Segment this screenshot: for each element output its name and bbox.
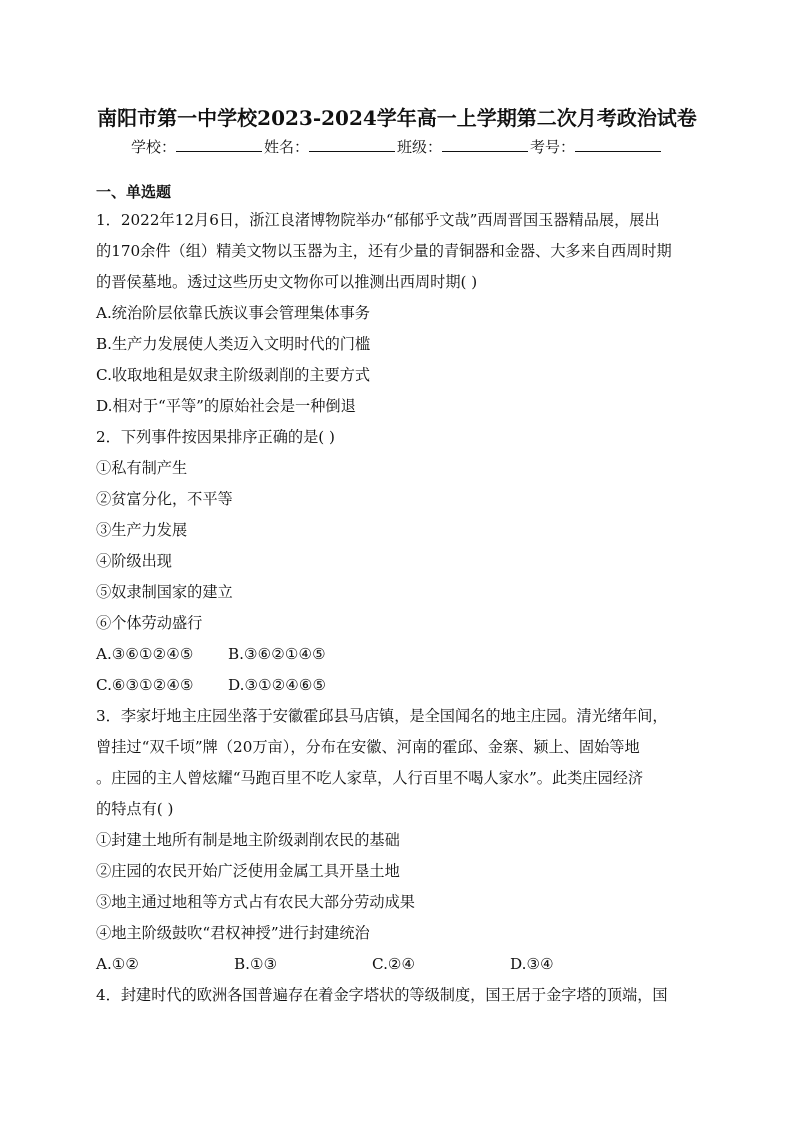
question-2-item: ③生产力发展 [96, 521, 188, 539]
question-3-line-4: 的特点有( ) [96, 800, 174, 818]
question-2-item: ⑤奴隶制国家的建立 [96, 583, 233, 601]
question-1-option-c[interactable]: C.收取地租是奴隶主阶级剥削的主要方式 [96, 366, 371, 384]
question-3-option-c[interactable]: C.②④ [372, 955, 416, 973]
question-2-option-b[interactable]: B.③⑥②①④⑤ [228, 645, 326, 663]
question-2-option-d[interactable]: D.③①②④⑥⑤ [228, 676, 327, 694]
question-2 [96, 422, 700, 701]
question-3-option-b[interactable]: B.①③ [234, 955, 278, 973]
question-4-line-1: 4．封建时代的欧洲各国普遍存在着金字塔状的等级制度，国王居于金字塔的顶端，国 [96, 986, 668, 1004]
question-4 [96, 980, 700, 1011]
question-3-line-3: 。庄园的主人曾炫耀“马跑百里不吃人家草，人行百里不喝人家水”。此类庄园经济 [96, 769, 644, 787]
name-label: 姓名： [263, 138, 309, 156]
question-1-option-b[interactable]: B.生产力发展使人类迈入文明时代的门槛 [96, 335, 371, 353]
question-3-item: ①封建土地所有制是地主阶级剥削农民的基础 [96, 831, 400, 849]
exam-no-blank[interactable] [575, 139, 661, 152]
question-1-option-a[interactable]: A.统治阶层依靠氏族议事会管理集体事务 [96, 304, 370, 322]
school-blank[interactable] [176, 139, 262, 152]
question-1 [96, 205, 700, 422]
name-blank[interactable] [309, 139, 395, 152]
class-label: 班级： [397, 138, 443, 156]
question-3-option-a[interactable]: A.①② [96, 955, 140, 973]
question-1-line-1: 1．2022年12月6日，浙江良渚博物院举办“郁郁乎文哉”西周晋国玉器精品展，展出 [96, 211, 660, 229]
question-3-item: ④地主阶级鼓吹“君权神授”进行封建统治 [96, 924, 370, 942]
question-2-options-row-1 [96, 639, 700, 670]
question-3-options-row [96, 949, 700, 980]
question-2-option-c[interactable]: C.⑥③①②④⑤ [96, 676, 194, 694]
exam-content [96, 180, 700, 1011]
question-3-option-d[interactable]: D.③④ [510, 955, 554, 973]
question-2-item: ④阶级出现 [96, 552, 172, 570]
question-1-option-d[interactable]: D.相对于“平等”的原始社会是一种倒退 [96, 397, 356, 415]
question-1-line-3: 的晋侯墓地。透过这些历史文物你可以推测出西周时期( ) [96, 273, 478, 291]
question-3-line-2: 曾挂过“双千顷”牌（20万亩），分布在安徽、河南的霍邱、金寨、颍上、固始等地 [96, 738, 640, 756]
question-3-item: ③地主通过地租等方式占有农民大部分劳动成果 [96, 893, 415, 911]
question-2-option-a[interactable]: A.③⑥①②④⑤ [96, 645, 194, 663]
question-2-item: ②贫富分化，不平等 [96, 490, 233, 508]
question-2-options-row-2 [96, 670, 700, 701]
class-blank[interactable] [442, 139, 528, 152]
student-info-line [0, 136, 794, 157]
question-1-line-2: 的170余件（组）精美文物以玉器为主，还有少量的青铜器和金器、大多来自西周时期 [96, 242, 672, 260]
page-title: 南阳市第一中学校2023-2024学年高一上学期第二次月考政治试卷 [97, 106, 697, 130]
question-2-item: ①私有制产生 [96, 459, 188, 477]
question-2-item: ⑥个体劳动盛行 [96, 614, 203, 632]
question-3-line-1: 3．李家圩地主庄园坐落于安徽霍邱县马店镇，是全国闻名的地主庄园。清光绪年间， [96, 707, 668, 725]
question-2-stem: 2．下列事件按因果排序正确的是( ) [96, 428, 335, 446]
question-3-item: ②庄园的农民开始广泛使用金属工具开垦土地 [96, 862, 400, 880]
section-heading: 一、单选题 [96, 183, 172, 201]
school-label: 学校： [130, 138, 176, 156]
exam-no-label: 考号： [530, 138, 576, 156]
question-3 [96, 701, 700, 980]
